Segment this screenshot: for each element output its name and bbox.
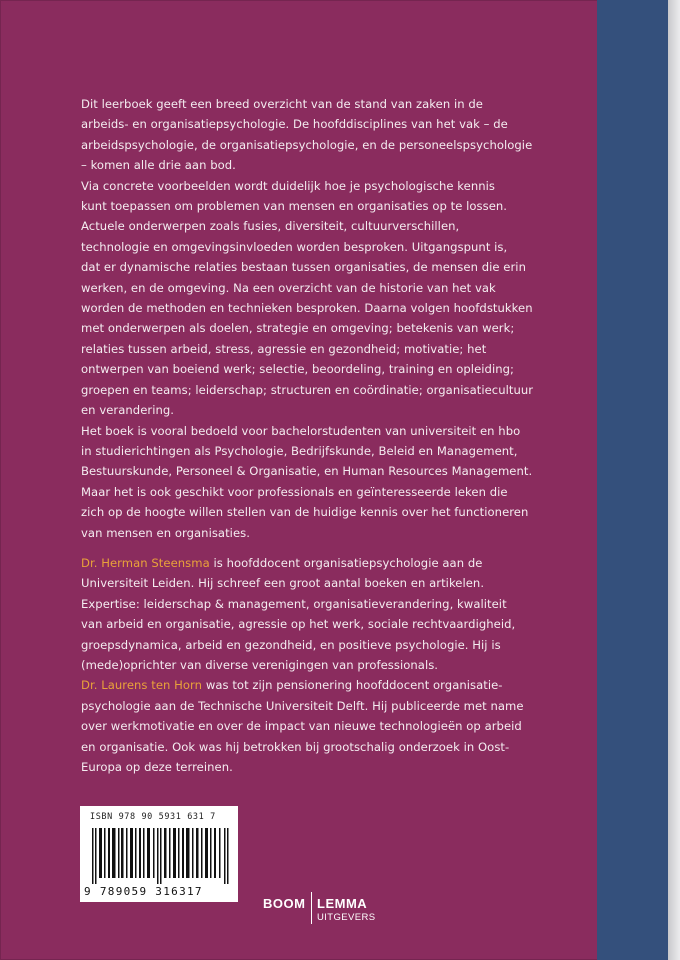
author-name-2: Dr. Laurens ten Horn <box>81 678 203 693</box>
author-bio-1-text: is hoofddocent organisatiepsychologie aan de Universiteit Leiden. Hij schreef een groot aantal boeken en artikelen. Expertise: leiderschap & management, organisatieverandering, kwaliteit van arbeid en organisatie, agressie op het werk, sociale rechtvaardigheid, groepsdynamica, arbeid en gezondheid, en positieve psychologie. Hij is (mede)oprichter van diverse verenigingen van professionals. <box>81 555 516 672</box>
description-paragraph: Dit leerboek geeft een breed overzicht van de stand van zaken in de arbeids- en organisatiepsychologie. De hoofddisciplines van het vak – de arbeidspsychologie, de organisatiepsychologie, en de personeelspsychologie – komen alle drie aan bod. Via concrete voorbeelden wordt duidelijk hoe je psychologische kennis kunt toepassen om problemen van mensen en organisaties op te lossen. Actuele onderwerpen zoals fusies, diversiteit, cultuurverschillen, technologie en omgevingsinvloeden worden besproken. Uitgangspunt is, dat er dynamische relaties bestaan tussen organisaties, de mensen die erin werken, en de omgeving. Na een overzicht van de historie van het vak worden de methoden en technieken besproken. Daarna volgen hoofdstukken met onderwerpen als doelen, strategie en omgeving; betekenis van werk; relaties tussen arbeid, stress, agressie en gezondheid; motivatie; het ontwerpen van boeiend werk; selectie, beoordeling, training en opleiding; groepen en teams; leiderschap; structuren en coördinatie; organisatiecultuur en verandering. Het boek is vooral bedoeld voor bachelorstudenten van universiteit en hbo in studierichtingen als Psychologie, Bedrijfskunde, Beleid en Management, Bestuurskunde, Personeel & Organisatie, en Human Resources Management. Maar het is ook geschikt voor professionals en geïnteresseerde leken die zich op de hoogte willen stellen van de huidige kennis over het functioneren van mensen en organisaties. <box>81 97 534 540</box>
publisher-subtitle: UITGEVERS <box>317 912 376 923</box>
barcode-label <box>80 806 238 902</box>
cover-text <box>81 94 596 777</box>
publisher-divider <box>311 892 312 924</box>
barcode-digits: 9 789059 316317 <box>84 885 203 898</box>
author-bio-2-text: was tot zijn pensionering hoofddocent organisatie- psychologie aan de Technische Universiteit Delft. Hij publiceerde met name over werkmotivatie en over de impact van nieuwe technologieën op arbeid en organisatie. Ook was hij betrokken bij grootschalig onderzoek in Oost- Europa op deze terreinen. <box>81 678 524 774</box>
isbn-text: ISBN 978 90 5931 631 7 <box>90 812 216 822</box>
author-name-1: Dr. Herman Steensma <box>81 555 210 570</box>
author-bio-1 <box>81 553 596 675</box>
publisher-brand-left: BOOM <box>263 896 306 911</box>
author-bio-2 <box>81 675 596 777</box>
publisher-logo <box>263 888 393 932</box>
book-spine <box>597 0 668 960</box>
barcode-icon <box>90 828 230 884</box>
publisher-brand-right: LEMMA <box>317 896 368 911</box>
page-edge <box>668 0 680 960</box>
